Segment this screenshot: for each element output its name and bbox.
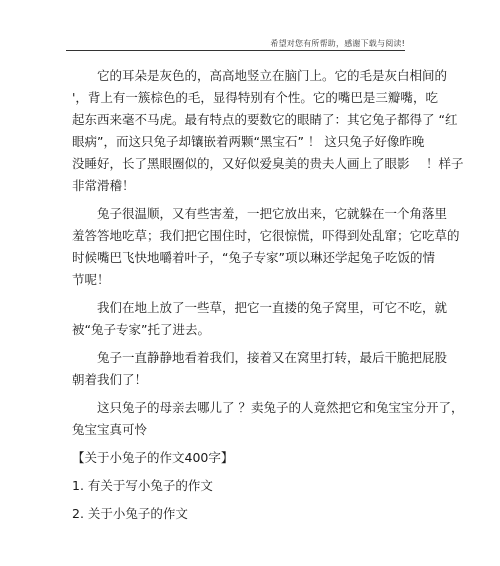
text-line: 节呢！ — [72, 272, 110, 287]
text-line: 没睡好，长了黑眼圈似的，又好似爱臭美的贵夫人画上了眼影 ！样子 — [72, 156, 464, 171]
paragraph-3 — [72, 297, 448, 341]
document-body — [72, 65, 464, 525]
text-line: 非常滑稽！ — [72, 178, 135, 193]
text-line: 兔子很温顺，又有些害羞，一把它放出来，它就躲在一个角落里 — [97, 206, 448, 221]
text-line: 我们在地上放了一些草，把它一直搂的兔子窝里，可它不吃，就 — [97, 300, 448, 315]
paragraph-4 — [72, 347, 448, 391]
paragraph-1 — [72, 65, 464, 197]
header-rule — [66, 50, 405, 51]
text-line: 羞答答地吃草；我们把它围住时，它很惊慌，吓得到处乱窜；它吃草的 — [72, 228, 460, 243]
text-line: 兔子一直静静地看着我们，接着又在窝里打转，最后干脆把屁股 — [97, 350, 448, 365]
paragraph-5 — [72, 397, 464, 441]
text-line: 眼病”，而这只兔子却镶嵌着两颗“黑宝石” ！ 这只兔子好像昨晚 — [72, 134, 425, 149]
text-line: 它的耳朵是灰色的，高高地竖立在脑门上。它的毛是灰白相间的 — [97, 68, 448, 83]
list-item: 1. 有关于写小兔子的作文 — [72, 478, 213, 493]
header-note: 希望对您有所帮助，感谢下载与阅读! — [270, 39, 405, 48]
text-line: 起东西来毫不马虎。最有特点的要数它的眼睛了：其它兔子都得了 “红 — [72, 112, 458, 127]
list-item: 2. 关于小兔子的作文 — [72, 506, 188, 521]
text-line: 朝着我们了！ — [72, 372, 148, 387]
paragraph-2 — [72, 203, 460, 291]
text-line: 时候嘴巴飞快地嚼着叶子，“兔子专家”项以琳还学起兔子吃饭的情 — [72, 250, 435, 265]
text-line: 兔宝宝真可怜 — [72, 422, 148, 437]
section-heading: 【关于小兔子的作文400字】 — [72, 450, 234, 465]
text-line: 这只兔子的母亲去哪儿了 ？卖兔子的人竟然把它和兔宝宝分开了， — [97, 400, 464, 415]
text-line: '，背上有一簇棕色的毛，显得特别有个性。它的嘴巴是三瓣嘴，吃 — [72, 90, 438, 105]
text-line: 被“兔子专家”托了进去。 — [72, 322, 210, 337]
